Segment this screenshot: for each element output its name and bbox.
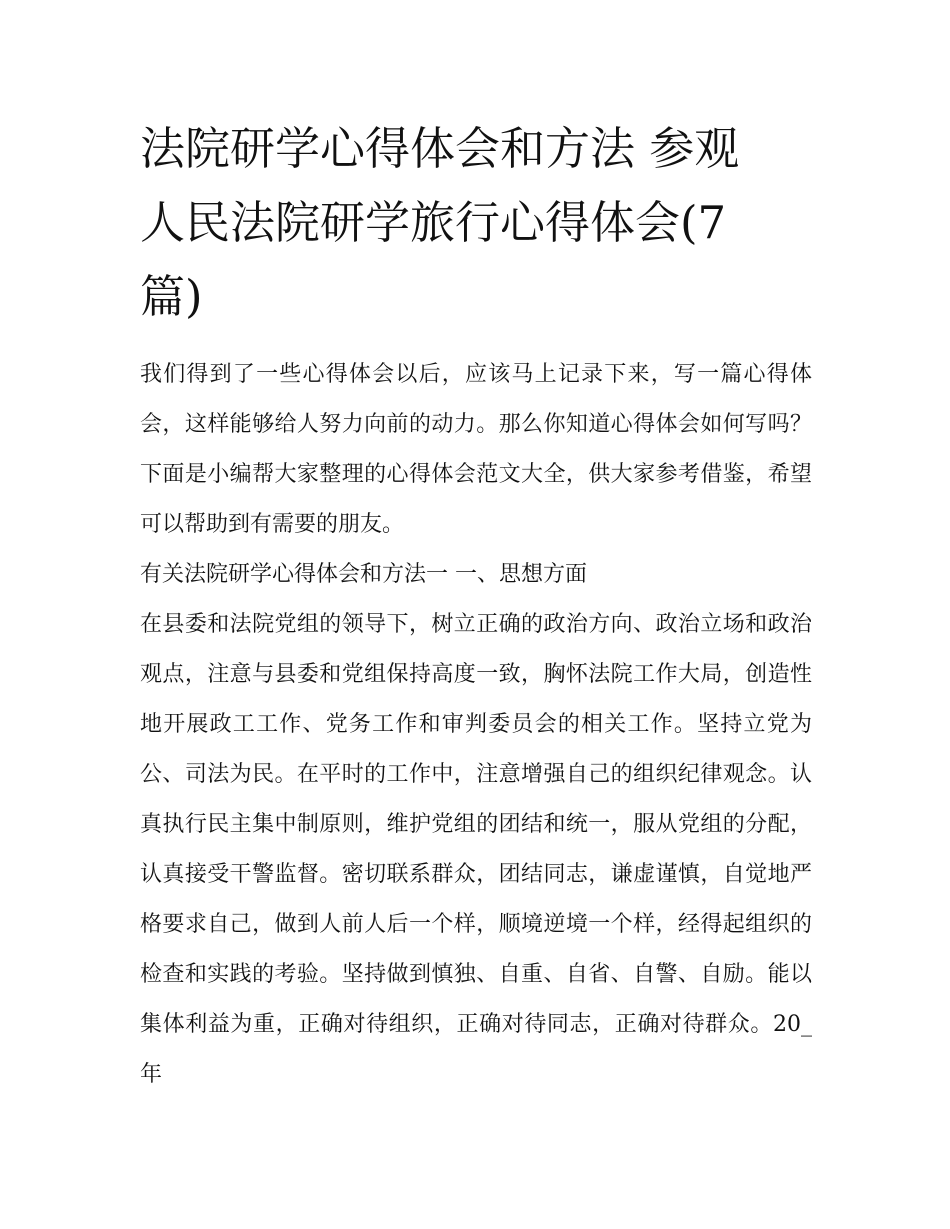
body-paragraph: 在县委和法院党组的领导下，树立正确的政治方向、政治立场和政治观点，注意与县委和党组保持高度一致，胸怀法院工作大局，创造性地开展政工工作、党务工作和审判委员会的相关工作。坚持立党为公、司法为民。在平时的工作中，注意增强自己的组织纪律观念。认真执行民主集中制原则，维护党组的团结和统一，服从党组的分配，认真接受干警监督。密切联系群众，团结同志，谦虚谨慎，自觉地严格要求自己，做到人前人后一个样，顺境逆境一个样，经得起组织的检查和实践的考验。坚持做到慎独、自重、自省、自警、自励。能以集体利益为重，正确对待组织，正确对待同志，正确对待群众。20_年: [140, 612, 812, 1087]
document-title: [140, 112, 812, 334]
intro-paragraph: 我们得到了一些心得体会以后，应该马上记录下来，写一篇心得体会，这样能够给人努力向前的动力。那么你知道心得体会如何写吗？下面是小编帮大家整理的心得体会范文大全，供大家参考借鉴，希望可以帮助到有需要的朋友。: [140, 362, 812, 537]
title-line-2: 人民法院研学旅行心得体会(7: [140, 196, 727, 249]
title-line-1: 法院研学心得体会和方法 参观: [140, 122, 740, 175]
document-page: [140, 112, 812, 1100]
section-heading: 有关法院研学心得体会和方法一 一、思想方面: [140, 562, 587, 587]
title-line-3: 篇): [140, 270, 203, 323]
